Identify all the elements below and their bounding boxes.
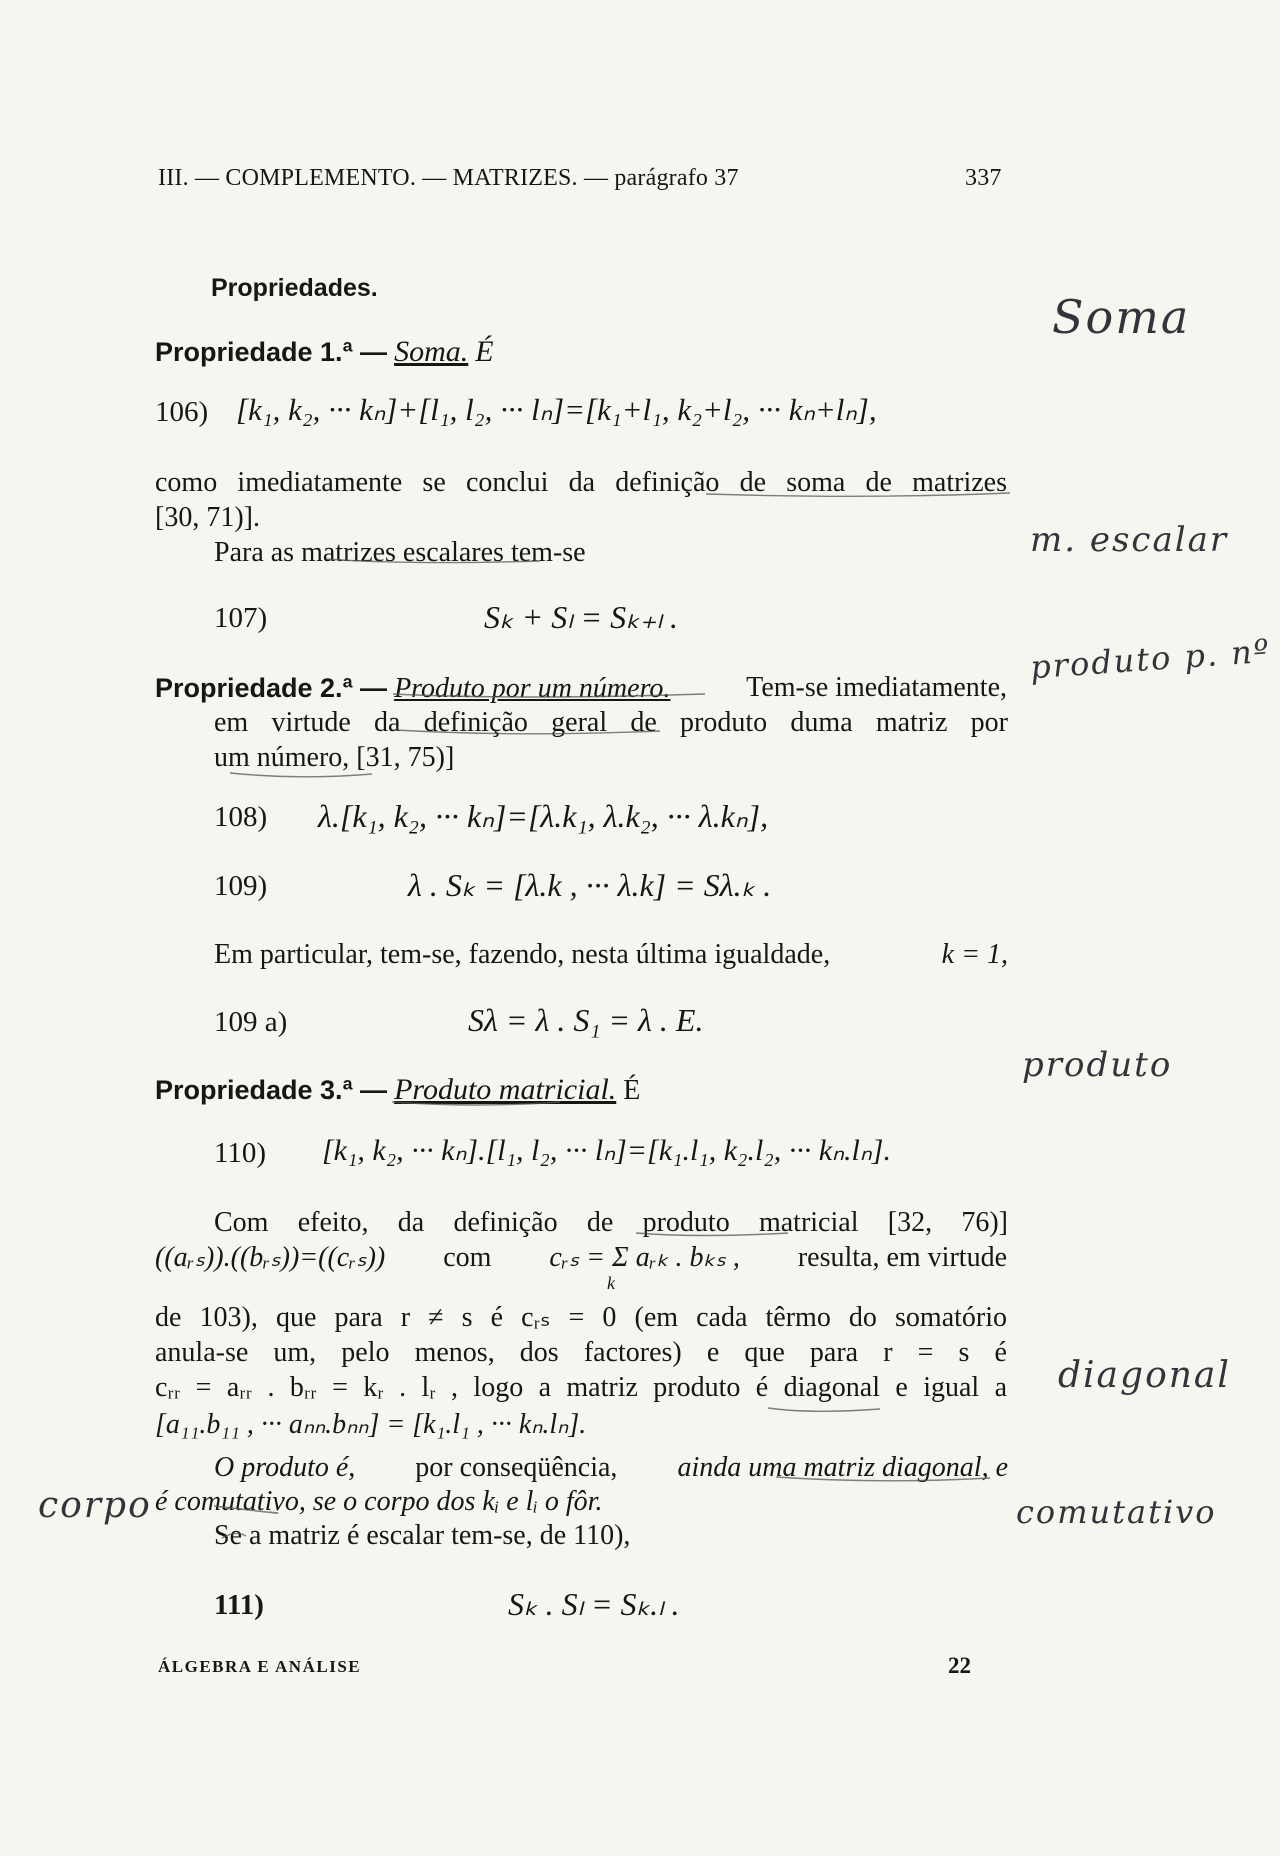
eq109: λ . Sₖ = [λ.k , ··· λ.k] = Sλ.ₖ .: [408, 867, 772, 903]
prop2-heading: [155, 670, 1007, 707]
eq108: λ.[k₁, k₂, ··· kₙ]=[λ.k₁, λ.k₂, ··· λ.kₙ],: [318, 798, 769, 834]
prop3-c2: é comutativo, se o corpo dos kᵢ e lᵢ o fôr.: [155, 1486, 603, 1517]
eq107: Sₖ + Sₗ = Sₖ₊ₗ .: [484, 599, 678, 635]
prop2-line4-tail: k = 1,: [941, 939, 1008, 970]
margin-note-soma: Soma: [1052, 290, 1191, 344]
eq110: [k₁, k₂, ··· kₙ].[l₁, l₂, ··· lₙ]=[k₁.l₁, k₂.l₂, ··· kₙ.lₙ].: [322, 1134, 891, 1167]
prop2-name: Produto por um número.: [394, 673, 671, 704]
eq110-number: 110): [214, 1137, 267, 1169]
prop1-tail: É: [475, 335, 494, 368]
margin-note-produto-numero: produto p. nº: [1028, 631, 1272, 687]
eq111-number: 111): [214, 1589, 264, 1621]
margin-note-corpo: corpo: [38, 1485, 152, 1526]
section-title: Propriedades.: [211, 274, 378, 302]
running-header: [158, 165, 739, 192]
prop2-line3: um número, [31, 75)]: [214, 742, 455, 773]
prop3-p2-tail: resulta, em virtude: [797, 1242, 1007, 1273]
prop2-label: Propriedade 2.ª —: [155, 673, 388, 703]
prop3-name: Produto matricial.: [394, 1073, 617, 1106]
prop3-p1: Com efeito, da definição de produto matricial [32, 76)]: [214, 1207, 1008, 1238]
prop3-c1: [214, 1450, 1008, 1486]
prop3-p5: cᵣᵣ = aᵣᵣ . bᵣᵣ = kᵣ . lᵣ , logo a matriz produto é diagonal e igual a: [155, 1372, 1007, 1403]
margin-note-diagonal: diagonal: [1058, 1355, 1231, 1396]
page-number: 337: [965, 165, 1002, 191]
eq109a-number: 109 a): [214, 1006, 288, 1038]
prop3-heading: [155, 1072, 640, 1109]
prop2-line4-text: Em particular, tem-se, fazendo, nesta última igualdade,: [214, 939, 831, 970]
eq111: Sₖ . Sₗ = Sₖ.ₗ .: [508, 1586, 680, 1622]
prop1-line2: [30, 71)].: [155, 502, 260, 533]
prop2-line4: [214, 937, 1008, 973]
prop1-heading: [155, 334, 494, 371]
prop3-p6: [a₁₁.b₁₁ , ··· aₙₙ.bₙₙ] = [k₁.l₁ , ··· kₙ.lₙ].: [155, 1409, 587, 1440]
prop2-line2: em virtude da definição geral de produto duma matriz por: [214, 707, 1008, 738]
footer-sheet-number: 22: [948, 1653, 971, 1678]
prop3-c1-italic: O produto é,: [214, 1452, 356, 1483]
prop3-c3: Se a matriz é escalar tem-se, de 110),: [214, 1520, 631, 1551]
prop3-label: Propriedade 3.ª —: [155, 1075, 388, 1105]
eq109-number: 109): [214, 870, 268, 902]
prop3-p2-product: ((aᵣₛ)).((bᵣₛ))=((cᵣₛ)): [155, 1242, 386, 1273]
eq108-number: 108): [214, 801, 268, 833]
prop1-line1: como imediatamente se conclui da definição de soma de matrizes: [155, 467, 1007, 498]
header-title: III. — COMPLEMENTO. — MATRIZES. — parágrafo 37: [158, 165, 739, 191]
margin-note-comutativo: comutativo: [1016, 1493, 1217, 1531]
prop3-p2: [155, 1240, 1007, 1276]
prop1-name: Soma.: [394, 335, 469, 368]
eq106-number: 106): [155, 396, 209, 428]
prop3-p3: de 103), que para r ≠ s é cᵣₛ = 0 (em cada têrmo do somatório: [155, 1302, 1007, 1333]
footer-title: ÁLGEBRA E ANÁLISE: [158, 1657, 362, 1676]
prop3-p2-sum: cᵣₛ = Σ aᵣₖ . bₖₛ ,: [549, 1242, 740, 1273]
prop1-line3: Para as matrizes escalares tem-se: [214, 537, 586, 568]
prop3-p2-sum-index: k: [607, 1273, 615, 1293]
eq106: [k₁, k₂, ··· kₙ]+[l₁, l₂, ··· lₙ]=[k₁+l₁, k₂+l₂, ··· kₙ+lₙ],: [236, 392, 877, 427]
prop3-tail: É: [623, 1075, 641, 1106]
prop3-p4: anula-se um, pelo menos, dos factores) e que para r = s é: [155, 1337, 1007, 1368]
eq107-number: 107): [214, 602, 268, 634]
prop3-c1-italic2: ainda uma matriz diagonal, e: [677, 1452, 1008, 1483]
eq109a: Sλ = λ . S₁ = λ . E.: [468, 1002, 704, 1038]
prop3-c1-mid: por conseqüência,: [415, 1452, 618, 1483]
prop1-label: Propriedade 1.ª —: [155, 337, 388, 367]
prop3-p2-com: com: [443, 1242, 492, 1273]
margin-note-escalar: m. escalar: [1030, 520, 1229, 560]
margin-note-produto: produto: [1022, 1045, 1173, 1085]
prop2-tail: Tem-se imediatamente,: [746, 672, 1007, 703]
